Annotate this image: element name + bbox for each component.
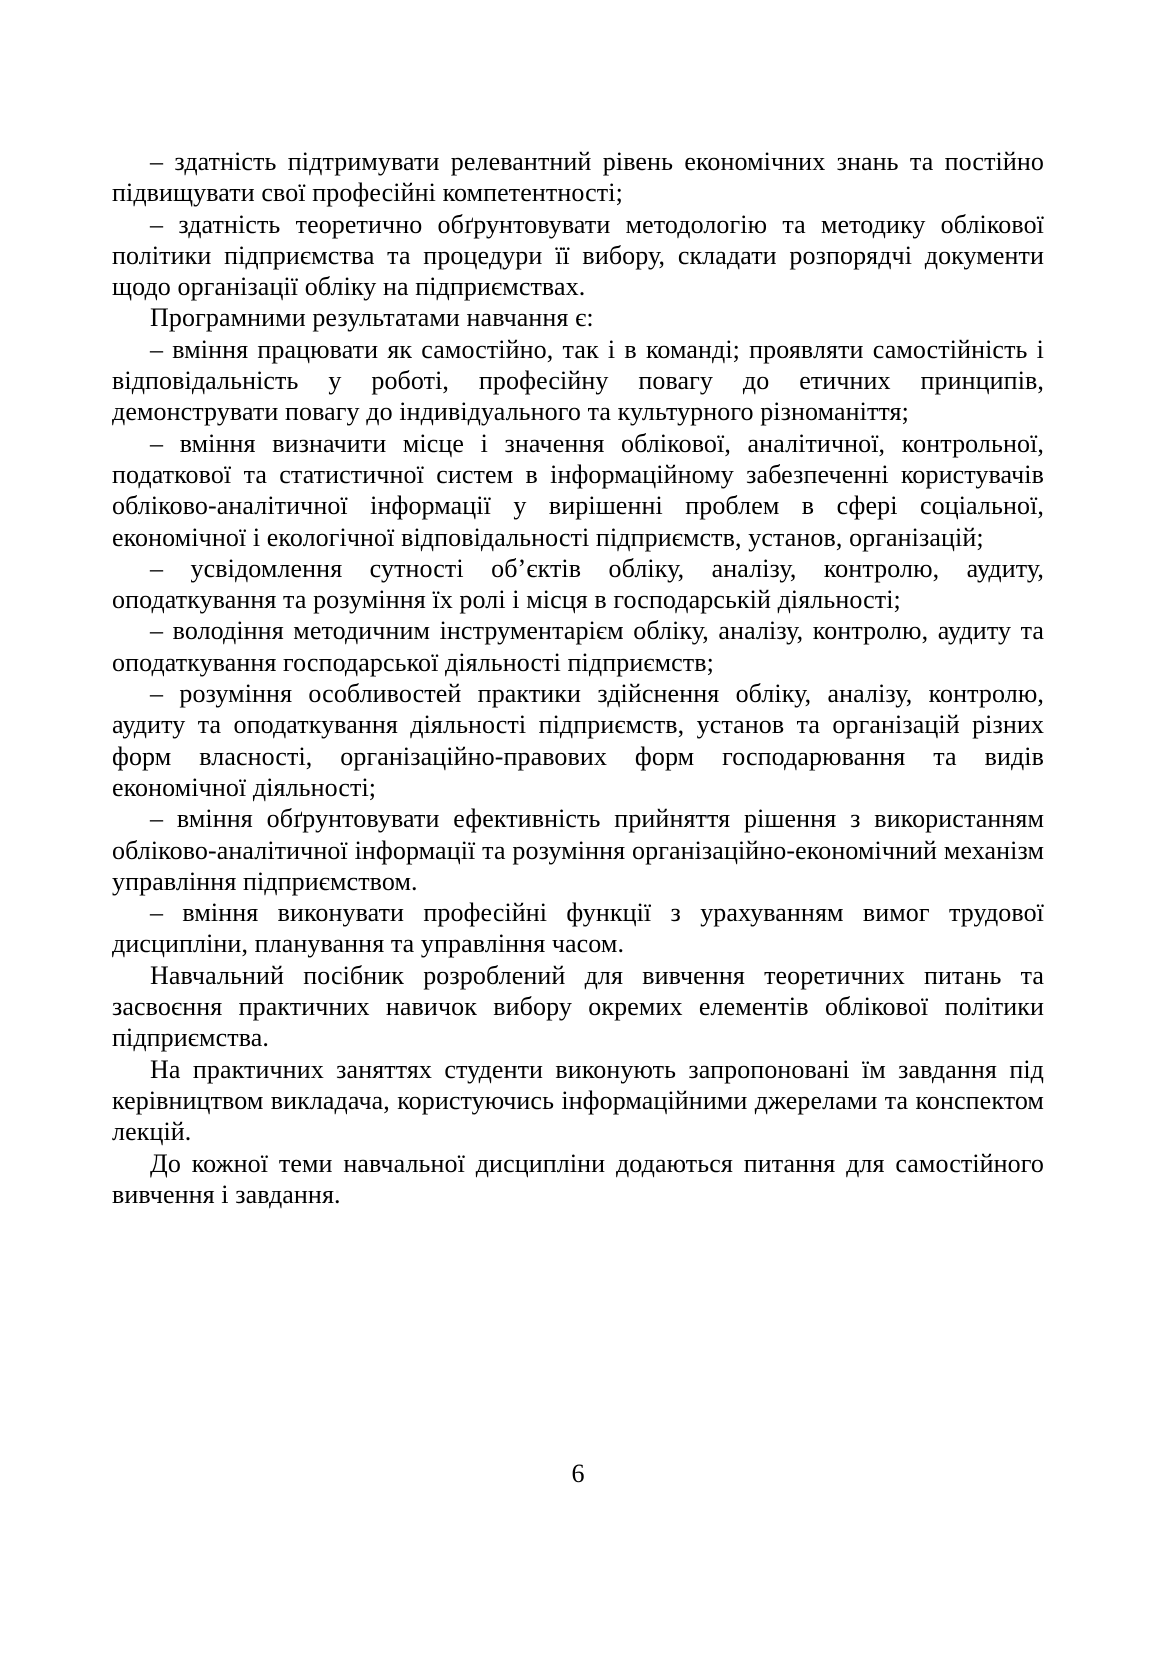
paragraph: Навчальний посібник розроблений для вивчення теоретичних питань та засвоєння практичних навичок вибору окремих елементів облікової політики підприємства. (112, 960, 1044, 1053)
paragraph: Програмними результатами навчання є: (150, 303, 594, 333)
page-content (112, 146, 1044, 1210)
page-number: 6 (571, 1459, 585, 1488)
paragraph: – здатність теоретично обґрунтовувати методологію та методику облікової політики підприємства та процедури її вибору, складати розпорядчі документи щодо організації обліку на підприємствах. (112, 209, 1044, 302)
paragraph: – володіння методичним інструментарієм обліку, аналізу, контролю, аудиту та оподаткування господарської діяльності підприємств; (112, 616, 1044, 677)
paragraph: – вміння виконувати професійні функції з урахуванням вимог трудової дисципліни, планування та управління часом. (112, 898, 1044, 959)
paragraph: – розуміння особливостей практики здійснення обліку, аналізу, контролю, аудиту та оподаткування діяльності підприємств, установ та організацій різних форм власності, організаційно-правових форм господарювання та видів економічної діяльності; (112, 679, 1044, 802)
paragraph: – вміння обґрунтовувати ефективність прийняття рішення з використанням обліково-аналітичної інформації та розуміння організаційно-економічний механізм управління підприємством. (112, 804, 1044, 896)
paragraph: – здатність підтримувати релевантний рівень економічних знань та постійно підвищувати свої професійні компетентності; (112, 147, 1044, 208)
paragraph: – усвідомлення сутності об’єктів обліку, аналізу, контролю, аудиту, оподаткування та розуміння їх ролі і місця в господарській діяльності; (112, 553, 1044, 615)
paragraph: До кожної теми навчальної дисципліни додаються питання для самостійного вивчення і завдання. (112, 1148, 1044, 1209)
paragraph: – вміння визначити місце і значення облікової, аналітичної, контрольної, податкової та статистичної систем в інформаційному забезпеченні користувачів обліково-аналітичної інформації у вирішенні проблем в сфері соціальної, економічної і екологічної відповідальності підприємств, установ, організацій; (112, 428, 1044, 552)
paragraph: На практичних заняттях студенти виконують запропоновані їм завдання під керівництвом викладача, користуючись інформаційними джерелами та конспектом лекцій. (112, 1054, 1044, 1147)
paragraph: – вміння працювати як самостійно, так і в команді; проявляти самостійність і відповідальність у роботі, професійну повагу до етичних принципів, демонструвати повагу до індивідуального та культурного різноманіття; (112, 334, 1044, 427)
